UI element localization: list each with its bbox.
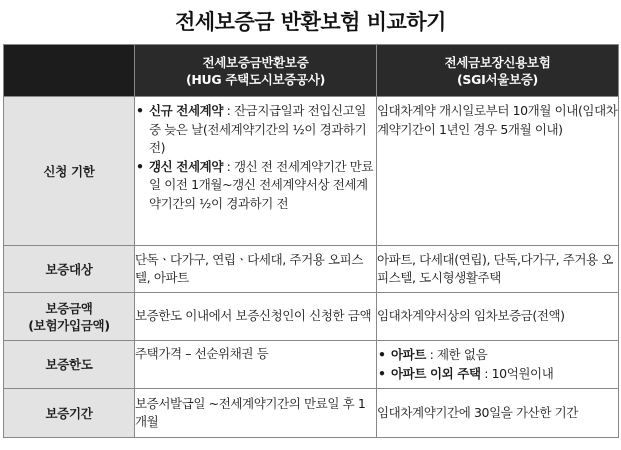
bullet-text: : 10억원이내	[480, 365, 554, 381]
list-item	[377, 365, 618, 384]
bullet-key: 갱신 전세계약	[149, 158, 224, 174]
cell-target-sgi: 아파트, 다세대(연립), 단독,다가구, 주거용 오피스텔, 도시형생활주택	[377, 246, 619, 293]
row-label-amount-line2: (보험가입금액)	[28, 317, 110, 333]
row-label-limit: 보증한도	[4, 341, 135, 389]
table-row-apply	[4, 97, 619, 246]
header-hug-name: 전세보증금반환보증	[202, 54, 309, 70]
bullet-text: : 갱신 전 전세계약기간 만료일 이전 1개월~갱신 전세계약서상 전세계약기간의 ½이 경과하기 전	[149, 158, 374, 211]
apply-hug-list	[135, 102, 376, 213]
bullet-key: 아파트	[391, 347, 427, 362]
list-item	[377, 346, 618, 365]
cell-target-hug: 단독ㆍ다가구, 연립ㆍ다세대, 주거용 오피스텔, 아파트	[135, 246, 377, 293]
row-label-amount-line1: 보증금액	[45, 300, 93, 316]
list-item	[135, 158, 376, 214]
cell-apply-hug	[135, 97, 377, 246]
row-label-period: 보증기간	[4, 389, 135, 438]
row-label-amount	[4, 293, 135, 341]
header-hug	[135, 45, 377, 97]
cell-amount-hug: 보증한도 이내에서 보증신청인이 신청한 금액	[135, 293, 377, 341]
row-label-apply: 신청 기한	[4, 97, 135, 246]
cell-period-sgi: 임대차계약기간에 30일을 가산한 기간	[377, 389, 619, 438]
bullet-text: : 제한 없음	[426, 347, 488, 362]
table-row-target	[4, 246, 619, 293]
list-item	[135, 102, 376, 158]
bullet-key: 신규 전세계약	[149, 103, 224, 118]
bullet-text: : 잔금지급일과 전입신고일 중 늦은 날(전세계약기간의 ½이 경과하기 전)	[149, 103, 367, 155]
cell-apply-sgi: 임대차계약 개시일로부터 10개월 이내(임대차 계약기간이 1년인 경우 5개월 이내)	[377, 97, 619, 246]
row-label-target: 보증대상	[4, 246, 135, 293]
header-corner-cell	[4, 45, 135, 97]
table-row-amount	[4, 293, 619, 341]
table-row-period	[4, 389, 619, 438]
cell-limit-hug: 주택가격 – 선순위채권 등	[135, 341, 377, 389]
header-sgi-name: 전세금보장신용보험	[444, 54, 551, 70]
bullet-key: 아파트 이외 주택	[391, 365, 481, 381]
header-sgi-org: (SGI서울보증)	[457, 71, 538, 87]
cell-amount-sgi: 임대차계약서상의 임차보증금(전액)	[377, 293, 619, 341]
header-hug-org: (HUG 주택도시보증공사)	[185, 71, 326, 87]
cell-period-hug: 보증서발급일 ~전세계약기간의 만료일 후 1개월	[135, 389, 377, 438]
limit-sgi-list	[377, 346, 618, 383]
comparison-table	[3, 44, 619, 438]
page-title: 전세보증금 반환보험 비교하기	[175, 10, 446, 34]
header-row	[4, 45, 619, 97]
table-row-limit	[4, 341, 619, 389]
header-sgi	[377, 45, 619, 97]
cell-limit-sgi	[377, 341, 619, 389]
